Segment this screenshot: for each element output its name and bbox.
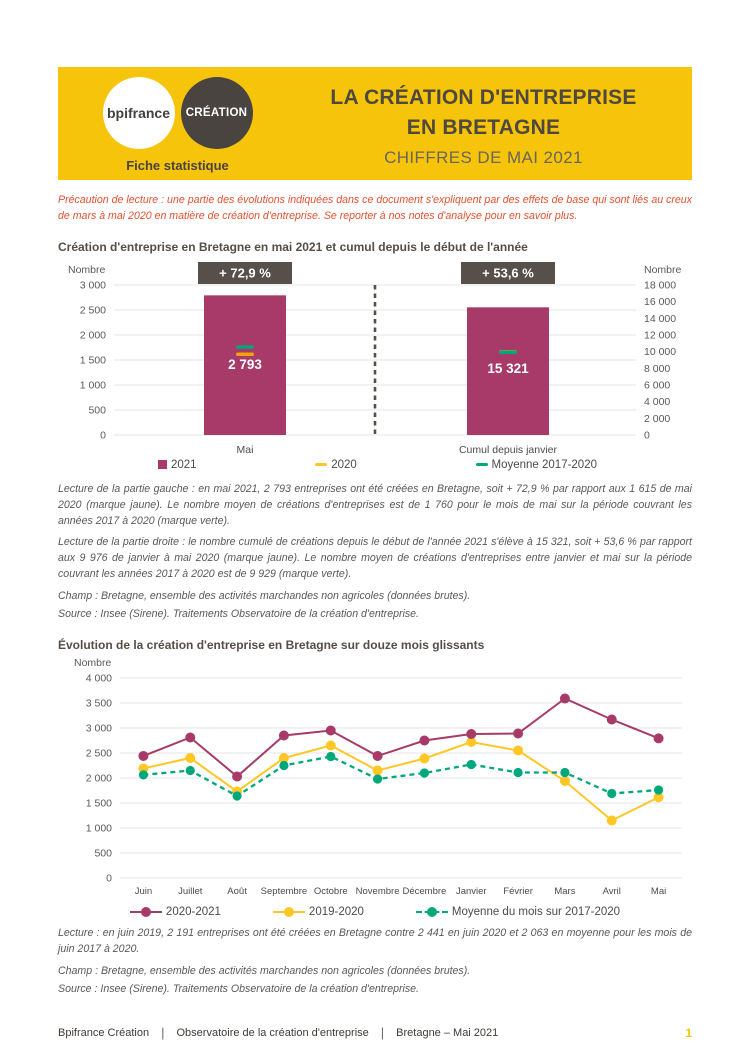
page-title-line1: LA CRÉATION D'ENTREPRISE — [330, 86, 637, 109]
svg-text:Septembre: Septembre — [260, 885, 308, 897]
footer-item-region-date: Bretagne – Mai 2021 — [396, 1026, 499, 1039]
footer-item-observatoire: Observatoire de la création d'entreprise — [176, 1026, 369, 1039]
note-champ-2: Champ : Bretagne, ensemble des activités marchandes non agricoles (données brutes). — [58, 964, 471, 977]
svg-text:1 500: 1 500 — [79, 354, 106, 367]
svg-text:15 321: 15 321 — [487, 360, 529, 376]
svg-text:Novembre: Novembre — [355, 885, 400, 897]
swatch-2021-icon — [158, 460, 167, 469]
legend-item-2020 — [315, 459, 357, 471]
note-source-2: Source : Insee (Sirene). Traitements Observatoire de la création d'entreprise. — [58, 982, 420, 995]
svg-text:16 000: 16 000 — [644, 295, 677, 308]
legend-label-moyenne-mois: Moyenne du mois sur 2017-2020 — [451, 905, 621, 918]
svg-text:0: 0 — [106, 872, 112, 885]
svg-text:0: 0 — [644, 429, 650, 442]
svg-text:3 000: 3 000 — [79, 279, 106, 292]
svg-text:2 000: 2 000 — [644, 412, 671, 425]
svg-text:18 000: 18 000 — [644, 279, 677, 292]
swatch-moyenne-mois-icon — [416, 907, 448, 917]
svg-text:12 000: 12 000 — [644, 329, 677, 342]
footer-item-brand: Bpifrance Création — [58, 1026, 150, 1039]
legend-label-2019-2020: 2019-2020 — [308, 905, 364, 918]
logo-zone — [70, 75, 285, 174]
svg-text:Août: Août — [227, 885, 247, 897]
svg-text:Juin: Juin — [134, 885, 153, 897]
bar-chart-legend — [58, 457, 692, 471]
svg-text:Avril: Avril — [602, 885, 621, 897]
svg-text:1 500: 1 500 — [85, 797, 112, 810]
legend-item-2019-2020 — [273, 906, 364, 918]
note-champ-1: Champ : Bretagne, ensemble des activités marchandes non agricoles (données brutes). — [58, 590, 471, 603]
svg-text:Juillet: Juillet — [178, 885, 203, 897]
svg-text:500: 500 — [88, 404, 106, 417]
swatch-2019-2020-icon — [273, 907, 305, 917]
creation-logo — [181, 77, 253, 149]
svg-text:Nombre: Nombre — [68, 263, 106, 276]
note-lecture-2: Lecture : en juin 2019, 2 191 entreprises ont été créées en Bretagne contre 2 441 en juin 2020 et 2 063 en moyenne pour les mois de juin 2017 à 2020. — [58, 926, 692, 955]
svg-text:Décembre: Décembre — [402, 885, 447, 897]
svg-text:1 000: 1 000 — [85, 822, 112, 835]
svg-text:+ 72,9 %: + 72,9 % — [219, 265, 271, 281]
svg-text:Mai: Mai — [236, 443, 254, 456]
swatch-2020-icon — [315, 463, 327, 466]
svg-text:Nombre: Nombre — [74, 657, 112, 669]
svg-text:2 793: 2 793 — [228, 356, 262, 372]
svg-text:Février: Février — [503, 885, 533, 897]
svg-text:1 000: 1 000 — [79, 379, 106, 392]
legend-label-2020-2021: 2020-2021 — [165, 905, 221, 918]
svg-text:0: 0 — [100, 429, 106, 442]
svg-text:Cumul depuis janvier: Cumul depuis janvier — [458, 443, 558, 456]
line-chart — [58, 658, 692, 904]
svg-text:3 500: 3 500 — [85, 697, 112, 710]
creation-logo-text: CRÉATION — [185, 107, 248, 119]
note-lecture-droite: Lecture de la partie droite : le nombre cumulé de créations depuis le début de l'année 2021 s'élève à 15 321, soit + 53,6 % par rapport aux 9 976 de janvier à mai 2020 (marque jaune). Le nombre moyen de créations d'entreprises entre janvier et mai sur la période couvrant les années 2017 à 2020 est de 9 929 (marque verte). — [58, 536, 692, 581]
page-number: 1 — [685, 1025, 692, 1040]
svg-text:3 000: 3 000 — [85, 722, 112, 735]
svg-text:Nombre: Nombre — [644, 263, 682, 276]
svg-text:6 000: 6 000 — [644, 379, 671, 392]
svg-text:+ 53,6 %: + 53,6 % — [482, 265, 534, 281]
svg-text:2 500: 2 500 — [85, 747, 112, 760]
svg-text:2 000: 2 000 — [85, 772, 112, 785]
line-chart-legend — [58, 904, 692, 918]
footer-separator: | — [380, 1025, 385, 1040]
svg-text:Mars: Mars — [554, 885, 576, 897]
svg-text:2 000: 2 000 — [79, 329, 106, 342]
bar-chart — [58, 261, 692, 457]
swatch-moyenne-icon — [476, 463, 488, 466]
svg-text:10 000: 10 000 — [644, 345, 677, 358]
logo-caption: Fiche statistique — [126, 158, 229, 173]
section1-title: Création d'entreprise en Bretagne en mai 2021 et cumul depuis le début de l'année — [58, 239, 528, 254]
footer — [58, 1025, 692, 1040]
precaution-note: Précaution de lecture : une partie des évolutions indiquées dans ce document s'expliquent par des effets de base qui sont liés au creux de mars à mai 2020 en matière de création d'entreprise. Se reporter à nos notes d'analyse pour en savoir plus. — [58, 194, 692, 222]
svg-text:2 500: 2 500 — [79, 304, 106, 317]
svg-text:8 000: 8 000 — [644, 362, 671, 375]
header-banner — [58, 67, 692, 180]
bpifrance-logo-text: bpifrance — [106, 105, 170, 121]
svg-text:500: 500 — [94, 847, 112, 860]
svg-text:Octobre: Octobre — [313, 885, 348, 897]
legend-item-moyenne-mois — [416, 906, 620, 918]
section2-title: Évolution de la création d'entreprise en Bretagne sur douze mois glissants — [58, 637, 485, 652]
legend-label-2020: 2020 — [331, 458, 357, 471]
section1-notes — [58, 482, 692, 623]
svg-text:4 000: 4 000 — [85, 672, 112, 685]
page-title-line2: EN BRETAGNE — [406, 116, 561, 140]
header-title-zone — [285, 75, 682, 174]
note-lecture-gauche: Lecture de la partie gauche : en mai 2021, 2 793 entreprises ont été créées en Bretagne, soit + 72,9 % par rapport aux 1 615 de mai 2020 (marque jaune). Le nombre moyen de créations d'entreprises est de 1 760 pour le mois de mai sur la période couvrant les années 2017 à 2020 (marque verte). — [58, 482, 692, 527]
svg-text:Mai: Mai — [650, 885, 667, 897]
legend-label-2021: 2021 — [171, 458, 197, 471]
legend-item-2020-2021 — [130, 906, 221, 918]
svg-text:4 000: 4 000 — [644, 395, 671, 408]
footer-separator: | — [161, 1025, 165, 1040]
swatch-2020-2021-icon — [130, 907, 162, 917]
section2-notes — [58, 926, 692, 998]
bpifrance-logo — [103, 77, 175, 149]
legend-item-2021 — [158, 459, 197, 471]
page-subtitle: CHIFFRES DE MAI 2021 — [384, 147, 583, 167]
note-source-1: Source : Insee (Sirene). Traitements Observatoire de la création d'entreprise. — [58, 608, 420, 621]
legend-item-moyenne — [476, 459, 598, 471]
logo-circles — [103, 77, 253, 149]
legend-label-moyenne: Moyenne 2017-2020 — [491, 458, 597, 471]
svg-text:14 000: 14 000 — [644, 312, 677, 325]
svg-text:Janvier: Janvier — [455, 885, 487, 897]
